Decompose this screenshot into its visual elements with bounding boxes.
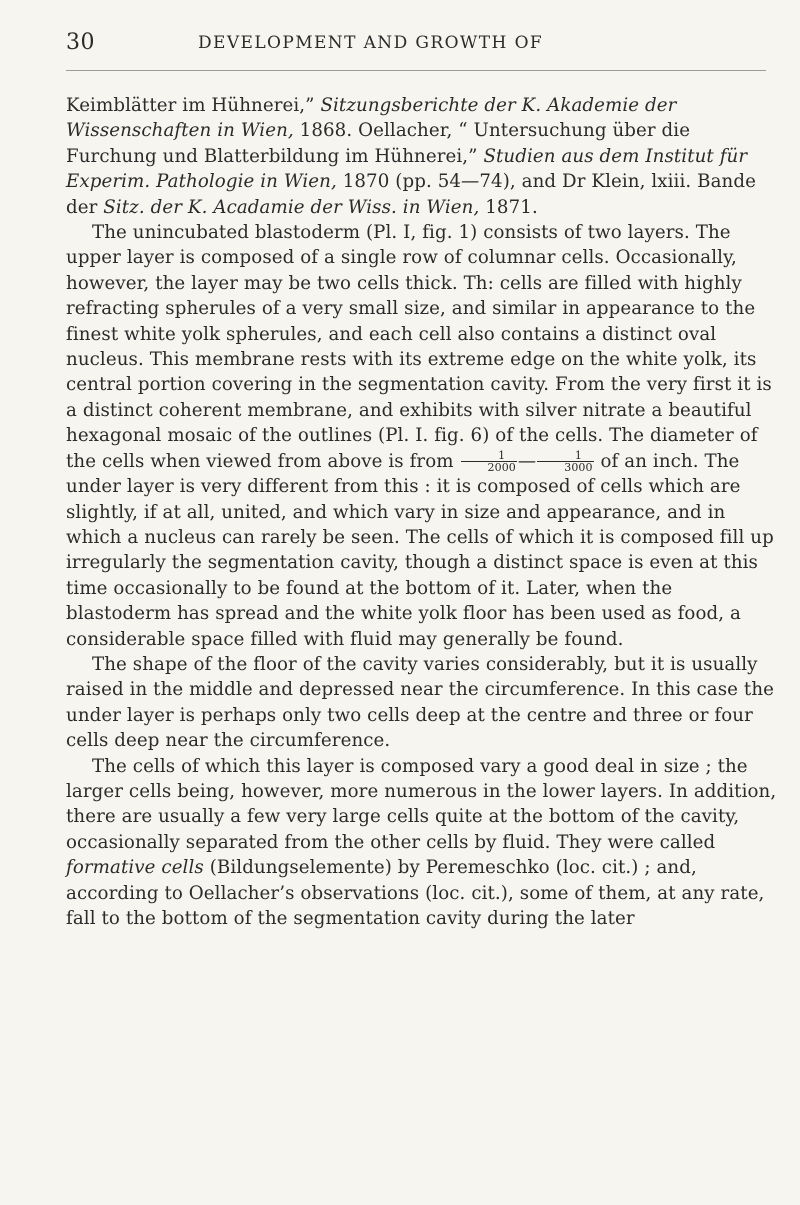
body-text	[66, 93, 778, 931]
paragraph-cells	[66, 754, 778, 932]
paragraph-text: (Bildungselemente) by Peremeschko (loc. cit.) ; and, according to Oellacher’s observations (loc. cit.), some of them, at any rate, fall to the bottom of the segmentation cavity during the later	[66, 857, 765, 929]
ref-text: 1868. Oellacher, “ Untersuchung über die Furchung und Blatterbildung im Hühnerei,”	[66, 120, 691, 167]
running-head: DEVELOPMENT AND GROWTH OF	[198, 33, 544, 53]
page-header	[0, 30, 800, 60]
ref-title: Sitz. der K. Acadamie der Wiss. in Wien,	[103, 196, 480, 218]
header-rule	[66, 70, 766, 71]
reference-paragraph	[66, 93, 778, 220]
dash: —	[517, 450, 537, 472]
paragraph-floor: The shape of the floor of the cavity varies considerably, but it is usually raised in the middle and depressed near the circumference. In this case the under layer is perhaps only two cells deep at the centre and three or four cells deep near the circumference.	[66, 653, 775, 752]
paragraph-text: of an inch. The under layer is very different from this : it is composed of cells which are slightly, if at all, united, and which vary in size and appearance, and in which a nucleus can rarely be seen. The cells of which it is composed fill up irregularly the segmentation cavity, though a distinct space is even at this time occasionally to be found at the bottom of it. Later, when the blastoderm has spread and the white yolk floor has been used as food, a considerable space filled with fluid may generally be found.	[66, 450, 774, 650]
emphasis-text: formative cells	[66, 857, 204, 879]
fraction	[537, 450, 593, 473]
fraction-numerator: 1	[537, 450, 593, 462]
fraction-numerator: 1	[461, 450, 517, 462]
paragraph-text: The unincubated blastoderm (Pl. I, fig. 1) consists of two layers. The upper layer is composed of a single row of columnar cells. Occasionally, however, the layer may be two cells thick. Th: cells are filled with highly refracting spherules of a very small size, and similar in appearance to the finest white yolk spherules, and each cell also contains a distinct oval nucleus. This membrane rests with its extreme edge on the white yolk, its central portion covering in the segmentation cavity. From the very first it is a distinct coherent membrane, and exhibits with silver nitrate a beautiful hexagonal mosaic of the outlines (Pl. I. fig. 6) of the cells. The diameter of the cells when viewed from above is from	[66, 222, 772, 472]
ref-title: Sitzungsberichte der K. Akademie der Wissenschaften in Wien,	[66, 95, 677, 142]
paragraph-text: The cells of which this layer is composed vary a good deal in size ; the larger cells being, however, more numerous in the lower layers. In addition, there are usually a few very large cells quite at the bottom of the cavity, occasionally separated from the other cells by fluid. They were called	[66, 755, 777, 853]
fraction-denominator: 2000	[487, 461, 516, 475]
ref-text: 1871.	[479, 196, 538, 218]
ref-text: 1870 (pp. 54—74), and Dr Klein, lxiii. Bande der	[66, 171, 756, 218]
fraction	[461, 450, 517, 473]
ref-title: Studien aus dem Institut für Experim. Pathologie in Wien,	[66, 145, 748, 193]
paragraph-blastoderm	[66, 220, 778, 652]
fraction-denominator: 3000	[564, 461, 593, 475]
ref-text: Keimblätter im Hühnerei,”	[66, 95, 321, 116]
page-number: 30	[66, 30, 95, 55]
